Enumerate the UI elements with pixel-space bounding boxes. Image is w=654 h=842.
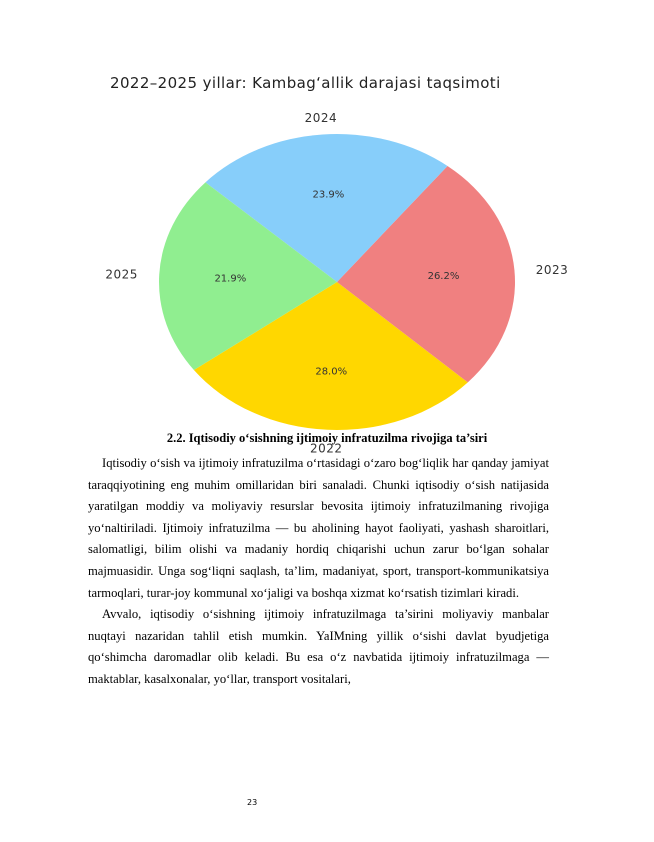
slice-value-label: 28.0%: [315, 366, 348, 378]
paragraph-1: Iqtisodiy o‘sish va ijtimoiy infratuzilma o‘rtasidagi o‘zaro bog‘liqlik har qanday jamiyat taraqqiyotining eng muhim omillaridan biri sanaladi. Chunki iqtisodiy o‘sish natijasida yaratilgan moddiy va moliyaviy resurslar bevosita ijtimoiy infratuzilmaning rivojiga yo‘naltiriladi. Ijtimoiy infratuzilma — bu aholining hayot faoliyati, yashash sharoitlari, salomatligi, bilim olishi va madaniy hordiq chiqarishi uchun zarur bo‘lgan sohalar majmuasidir. Unga sog‘liqni saqlash, ta’lim, madaniyat, sport, transport-kommunikatsiya tarmoqlari, turar-joy kommunal xo‘jaligi va boshqa xizmat ko‘rsatish tizimlari kiradi.: [88, 456, 549, 600]
slice-value-label: 21.9%: [214, 273, 247, 285]
page-number: 23: [247, 798, 258, 807]
slice-category-label: 2022: [309, 441, 343, 456]
chart-title: 2022–2025 yillar: Kambag‘allik darajasi taqsimoti: [110, 74, 501, 92]
slice-category-label: 2024: [304, 110, 338, 125]
body-text: [88, 453, 549, 691]
slice-value-label: 23.9%: [312, 189, 345, 201]
slice-value-label: 26.2%: [427, 271, 460, 283]
slice-category-label: 2023: [535, 263, 569, 278]
paragraph-2: Avvalo, iqtisodiy o‘sishning ijtimoiy infratuzilmaga ta’sirini moliyaviy manbalar nuqtayi nazaridan tahlil etish mumkin. YaIMning yillik o‘sishi davlat byudjetiga qo‘shimcha daromadlar olib keladi. Bu esa o‘z navbatida ijtimoiy infratuzilmaga — maktablar, kasalxonalar, yo‘llar, transport vositalari,: [88, 607, 549, 686]
section-heading: 2.2. Iqtisodiy o‘sishning ijtimoiy infratuzilma rivojiga ta’siri: [166, 431, 488, 445]
slice-category-label: 2025: [105, 267, 138, 282]
